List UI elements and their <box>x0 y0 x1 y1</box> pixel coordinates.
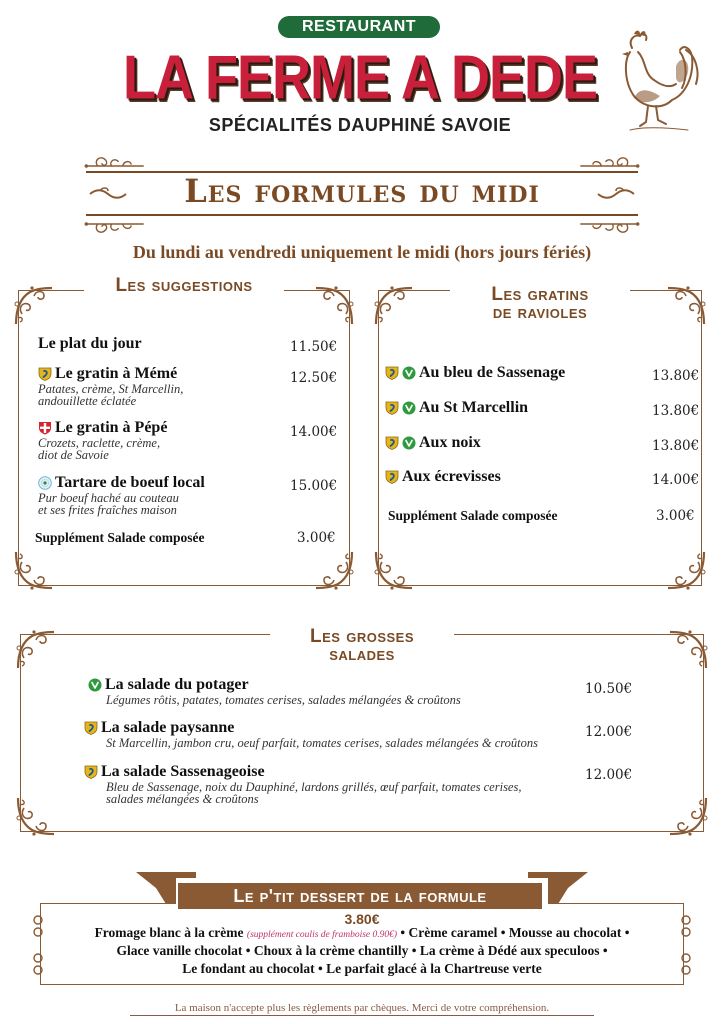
restaurant-badge: RESTAURANT <box>278 16 440 38</box>
item-price: 14.00€ <box>290 424 338 440</box>
item-price: 12.00€ <box>585 724 633 740</box>
corner-ornament-icon <box>664 284 708 328</box>
corner-ornament-icon <box>372 284 416 328</box>
item-name: Aux écrevisses <box>402 468 501 485</box>
item-name: Le plat du jour <box>38 335 142 352</box>
item-price: 13.80€ <box>652 438 700 454</box>
item-price: 10.50€ <box>585 681 633 697</box>
dessert-line-2: Glace vanille chocolat • Choux à la crème chantilly • La crème à Dédé aux speculoos • <box>116 943 608 958</box>
corner-ornament-icon <box>12 284 56 328</box>
vegetarian-icon <box>402 401 416 415</box>
isere-shield-icon <box>385 401 399 415</box>
local-label-icon <box>38 476 52 490</box>
item-description: salades mélangées & croûtons <box>106 792 259 806</box>
dessert-title: Le p'tit dessert de la formule <box>178 883 542 909</box>
supplement-label: Supplément Salade composée <box>35 530 205 545</box>
item-price: 12.50€ <box>290 370 338 386</box>
item-name: Aux noix <box>419 434 481 451</box>
item-name: La salade du potager <box>105 676 249 693</box>
brand-subtitle: SPÉCIALITÉS DAUPHINÉ SAVOIE <box>208 115 512 135</box>
section-title-suggestions: Les suggestions <box>84 277 284 295</box>
corner-ornament-icon <box>666 794 710 838</box>
corner-ornament-icon <box>312 548 356 592</box>
section-title-line: salades <box>329 644 395 665</box>
menu-item <box>385 399 528 417</box>
supplement-price: 3.00€ <box>297 530 336 546</box>
item-description: andouillette éclatée <box>38 394 137 408</box>
item-description: Bleu de Sassenage, noix du Dauphiné, lardons grillés, œuf parfait, tomates cerises, <box>106 780 522 794</box>
item-description: St Marcellin, jambon cru, oeuf parfait, tomates cerises, salades mélangées & croûtons <box>106 736 539 750</box>
item-description: Légumes rôtis, patates, tomates cerises, salades mélangées & croûtons <box>106 693 461 707</box>
dessert-text: • Crème caramel • Mousse au chocolat • <box>397 925 630 940</box>
item-name: Au bleu de Sassenage <box>419 364 566 381</box>
item-price: 11.50€ <box>290 339 338 355</box>
dessert-line-3: Le fondant au chocolat • Le parfait glacé à la Chartreuse verte <box>182 961 542 976</box>
brand-name: LA FERME A DEDE <box>122 43 597 113</box>
corner-ornament-icon <box>664 548 708 592</box>
page-subtitle: Du lundi au vendredi uniquement le midi (hors jours fériés) <box>132 242 592 262</box>
menu-item <box>38 365 183 407</box>
vegetarian-icon <box>402 436 416 450</box>
item-price: 15.00€ <box>290 478 338 494</box>
menu-item <box>84 763 521 805</box>
menu-item <box>88 676 461 706</box>
item-name: Le gratin à Pépé <box>55 419 168 436</box>
supplement-row <box>35 530 205 546</box>
menu-item <box>385 468 501 486</box>
dessert-text: Fromage blanc à la crème <box>94 925 247 940</box>
banner-bottom-rule <box>86 214 638 216</box>
vegetarian-icon <box>402 366 416 380</box>
item-name: La salade paysanne <box>101 719 235 736</box>
isere-shield-icon <box>84 765 98 779</box>
section-title-line: Les gratins <box>491 284 589 305</box>
item-description: Pur boeuf haché au couteau <box>38 491 179 505</box>
item-name: La salade Sassenageoise <box>101 763 265 780</box>
isere-shield-icon <box>385 366 399 380</box>
payment-notice: La maison n'accepte plus les règlements par chèques. Merci de votre compréhension. <box>130 1002 594 1016</box>
section-title-gratins <box>450 286 630 322</box>
vegetarian-icon <box>88 678 102 692</box>
ornament-bottom-left-icon <box>80 210 150 238</box>
rooster-icon <box>610 26 710 136</box>
menu-item <box>84 719 538 749</box>
dessert-line-1 <box>40 925 684 941</box>
item-name: Le gratin à Mémé <box>55 365 178 382</box>
section-title-line: de ravioles <box>492 302 588 323</box>
supplement-row <box>388 508 558 524</box>
item-description: Patates, crème, St Marcellin, <box>38 382 184 396</box>
isere-shield-icon <box>38 367 52 381</box>
supplement-price: 3.00€ <box>656 508 695 524</box>
item-price: 13.80€ <box>652 368 700 384</box>
item-name: Tartare de boeuf local <box>55 474 205 491</box>
item-price: 12.00€ <box>585 767 633 783</box>
supplement-label: Supplément Salade composée <box>388 508 558 523</box>
corner-ornament-icon <box>14 794 58 838</box>
dessert-price: 3.80€ <box>344 911 380 927</box>
corner-ornament-icon <box>12 548 56 592</box>
corner-ornament-icon <box>666 628 710 672</box>
isere-shield-icon <box>84 721 98 735</box>
item-description: et ses frites fraîches maison <box>38 503 177 517</box>
corner-ornament-icon <box>14 628 58 672</box>
dessert-supplement-note: (supplément coulis de framboise 0.90€) <box>246 930 398 940</box>
corner-ornament-icon <box>372 548 416 592</box>
isere-shield-icon <box>385 436 399 450</box>
ornament-bottom-right-icon <box>574 210 644 238</box>
menu-item <box>385 364 565 382</box>
section-title-line: Les grosses <box>309 626 415 647</box>
isere-shield-icon <box>385 470 399 484</box>
item-price: 14.00€ <box>652 472 700 488</box>
page-title: Les formules du midi <box>184 172 540 210</box>
item-name: Au St Marcellin <box>419 399 529 416</box>
item-price: 13.80€ <box>652 403 700 419</box>
menu-item <box>385 434 481 452</box>
menu-item <box>38 419 167 461</box>
menu-item <box>38 474 205 516</box>
menu-item <box>38 335 142 353</box>
section-title-salades <box>270 628 454 664</box>
savoie-cross-icon <box>38 421 52 435</box>
item-description: diot de Savoie <box>38 448 109 462</box>
item-description: Crozets, raclette, crème, <box>38 436 161 450</box>
corner-ornament-icon <box>312 284 356 328</box>
